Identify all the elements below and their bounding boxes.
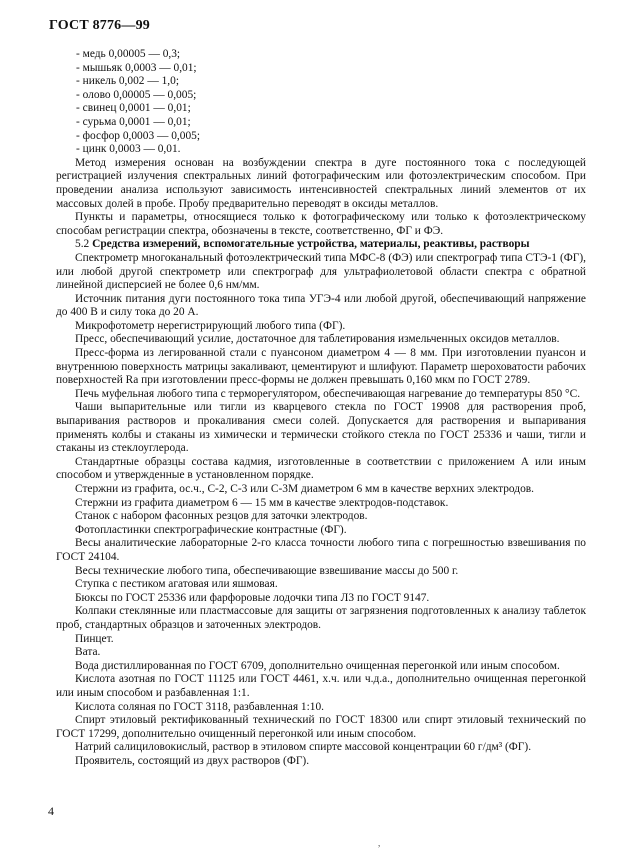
scan-mark: , xyxy=(378,838,381,848)
equipment-item: Источник питания дуги постоянного тока типа УГЭ-4 или любой другой, обеспечивающий напряжение до 400 В и силу тока до 20 А. xyxy=(56,292,586,319)
equipment-item: Спирт этиловый ректификованный технический по ГОСТ 18300 или спирт этиловый технический по ГОСТ 17299, дополнительно очищенный перегонкой или иным способом. xyxy=(56,714,586,740)
list-item: - цинк 0,0003 — 0,01. xyxy=(76,143,181,156)
equipment-item: Фотопластинки спектрографические контрастные (ФГ). xyxy=(75,523,347,536)
list-item: - фосфор 0,0003 — 0,005; xyxy=(76,129,201,142)
equipment-item: Стержни из графита диаметром 6 — 15 мм в качестве электродов-подставок. xyxy=(75,496,449,509)
equipment-item: Спектрометр многоканальный фотоэлектрический типа МФС-8 (ФЭ) или спектрограф типа СТЭ-1 (ФГ), или любой другой спектрометр или спектрограф для ультрафиолетовой области спектра с обратной линейной дисперсией не более 0,6 нм/мм. xyxy=(56,251,586,292)
equipment-item: Чаши выпарительные или тигли из кварцевого стекла по ГОСТ 19908 для растворения проб, выпаривания растворов и прокаливания смеси солей. Допускается для растворения и выпаривания применять колбы и стаканы из химически и термически стойкого стекла по ГОСТ 25336 и чаши, тигли и стаканы из стеклоуглерода. xyxy=(56,401,586,455)
list-item: - олово 0,00005 — 0,005; xyxy=(76,88,197,101)
equipment-item: Проявитель, состоящий из двух растворов (ФГ). xyxy=(75,754,310,767)
equipment-item: Кислота соляная по ГОСТ 3118, разбавленная 1:10. xyxy=(75,700,325,713)
element-list xyxy=(56,48,586,157)
equipment-item: Ступка с пестиком агатовая или яшмовая. xyxy=(75,578,278,591)
equipment-item: Натрий салициловокислый, раствор в этиловом спирте массовой концентрации 60 г/дм³ (ФГ). xyxy=(75,741,532,754)
document-header: ГОСТ 8776—99 xyxy=(49,18,150,33)
equipment-item: Вода дистиллированная по ГОСТ 6709, дополнительно очищенная перегонкой или иным способом. xyxy=(75,659,560,672)
list-item: - свинец 0,0001 — 0,01; xyxy=(76,102,191,115)
equipment-item: Печь муфельная любого типа с терморегулятором, обеспечивающая нагревание до температуры 850 °С. xyxy=(75,387,581,400)
equipment-item: Пресс-форма из легированной стали с пуансоном диаметром 4 — 8 мм. При изготовлении пуансон и внутреннюю поверхность матрицы закаливают, цементируют и шлифуют. Параметр шероховатости рабочих поверхностей Ra при изготовлении пресс-формы не должен превышать 0,160 мкм по ГОСТ 2789. xyxy=(56,347,586,387)
paragraph-notation: Пункты и параметры, относящиеся только к фотографическому или только к фотоэлектрическому способам регистрации спектра, обозначены в тексте, соответственно, ФГ и ФЭ. xyxy=(56,211,586,237)
list-item: - никель 0,002 — 1,0; xyxy=(76,75,179,88)
list-item: - сурьма 0,0001 — 0,01; xyxy=(76,115,191,128)
equipment-item: Кислота азотная по ГОСТ 11125 или ГОСТ 4461, х.ч. или ч.д.а., дополнительно очищенная перегонкой или иным способом и разбавленная 1:1. xyxy=(56,673,586,699)
equipment-item: Стержни из графита, ос.ч., С-2, С-3 или С-3М диаметром 6 мм в качестве верхних электродов. xyxy=(75,483,535,495)
equipment-item: Весы технические любого типа, обеспечивающие взвешивание массы до 500 г. xyxy=(75,564,459,577)
document-body xyxy=(56,48,586,768)
equipment-item: Пресс, обеспечивающий усилие, достаточное для таблетирования измельченных оксидов металлов. xyxy=(75,333,560,346)
list-item: - мышьяк 0,0003 — 0,01; xyxy=(76,61,197,74)
section-heading xyxy=(56,238,586,252)
equipment-item: Весы аналитические лабораторные 2-го класса точности любого типа с погрешностью взвешивания по ГОСТ 24104. xyxy=(56,537,586,563)
equipment-item: Вата. xyxy=(75,646,101,659)
section-number: 5.2 xyxy=(75,238,90,251)
equipment-item: Микрофотометр нерегистрирующий любого типа (ФГ). xyxy=(75,319,346,332)
equipment-item: Стандартные образцы состава кадмия, изготовленные в соответствии с приложением А или иным способом и утвержденные в установленном порядке. xyxy=(56,455,586,482)
paragraph-method: Метод измерения основан на возбуждении спектра в дуге постоянного тока с последующей регистрацией излучения спектральных линий фотографическим или фотоэлектрическим способом. При проведении анализа используют зависимость интенсивностей спектральных линий элементов от их массовых долей в пробе. Пробу предварительно переводят в оксиды металлов. xyxy=(56,156,586,210)
equipment-item: Колпаки стеклянные или пластмассовые для защиты от загрязнения подготовленных к анализу таблеток проб, стандартных образцов и заточенных электродов. xyxy=(56,605,586,631)
equipment-item: Станок с набором фасонных резцов для заточки электродов. xyxy=(75,510,368,523)
equipment-item: Бюксы по ГОСТ 25336 или фарфоровые лодочки типа Л3 по ГОСТ 9147. xyxy=(75,591,430,604)
list-item: - медь 0,00005 — 0,3; xyxy=(76,48,181,60)
section-title: Средства измерений, вспомогательные устройства, материалы, реактивы, растворы xyxy=(92,238,530,251)
equipment-item: Пинцет. xyxy=(75,632,114,645)
page-number: 4 xyxy=(48,804,54,818)
